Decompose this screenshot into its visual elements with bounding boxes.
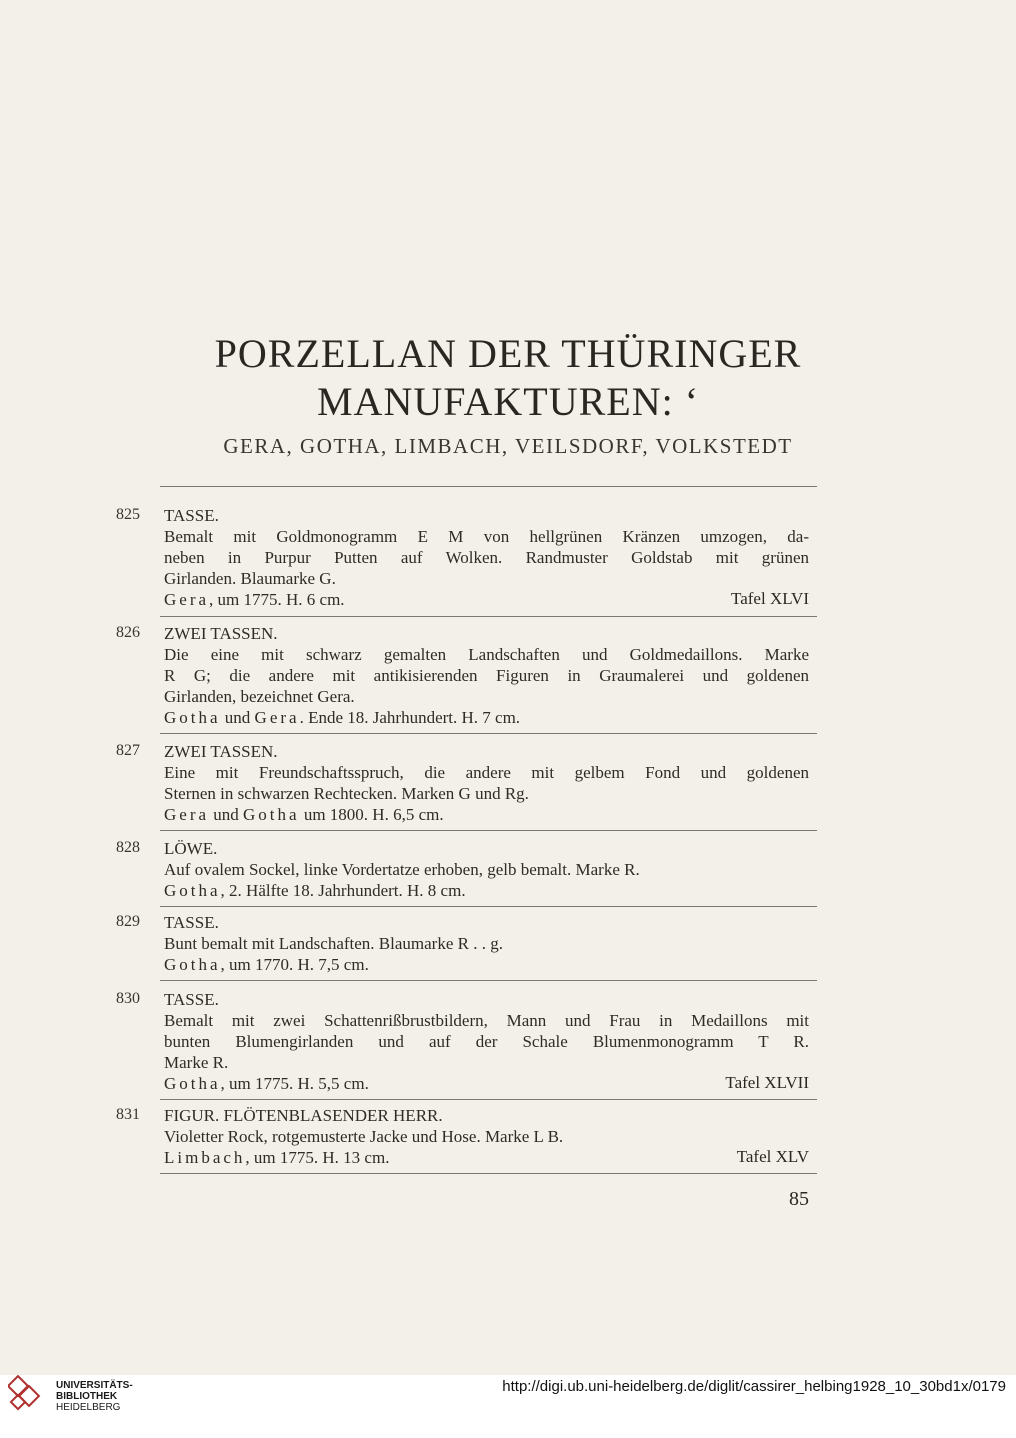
- entry-number: 825: [116, 506, 140, 523]
- entry-plate: Tafel XLVII: [725, 1073, 809, 1092]
- entry-details: , um 1770. H. 7,5 cm.: [220, 955, 369, 974]
- entry-desc-line: Eine mit Freundschaftsspruch, die andere mit gelbem Fond und goldenen: [164, 763, 809, 782]
- entry-number: 826: [116, 624, 140, 641]
- entry-plate: Tafel XLVI: [731, 589, 809, 608]
- entry-provenance: [164, 954, 809, 975]
- library-name-line2: BIBLIOTHEK: [56, 1391, 118, 1402]
- library-name-line3: HEIDELBERG: [56, 1402, 121, 1413]
- entry-provenance: [164, 804, 809, 825]
- page-title-line1: PORZELLAN DER THÜRINGER: [214, 331, 802, 376]
- entry-heading: TASSE.: [164, 913, 219, 932]
- entry-place2: Gotha: [243, 805, 300, 824]
- entry-desc-line: Violetter Rock, rotgemusterte Jacke und Hose. Marke L B.: [164, 1127, 564, 1146]
- entry-details: um 1800. H. 6,5 cm.: [299, 805, 444, 824]
- divider: [160, 486, 817, 487]
- entry-provenance: [164, 1147, 809, 1168]
- entry-details: , um 1775. H. 6 cm.: [209, 590, 345, 609]
- divider: [160, 1099, 817, 1100]
- entry-place: Gotha: [164, 881, 221, 900]
- entry-mid: und: [209, 805, 244, 824]
- entry-heading: LÖWE.: [164, 839, 218, 858]
- page-number: 85: [789, 1188, 809, 1210]
- page-subtitle: GERA, GOTHA, LIMBACH, VEILSDORF, VOLKSTEDT: [223, 434, 793, 458]
- entry-desc-line: R G; die andere mit antikisierenden Figuren in Graumalerei und goldenen: [164, 666, 809, 685]
- divider: [160, 980, 817, 981]
- divider: [160, 830, 817, 831]
- entry-heading: ZWEI TASSEN.: [164, 624, 278, 643]
- entry-desc-line: Marke R.: [164, 1053, 229, 1072]
- entry-provenance: [164, 880, 809, 901]
- entry-place2: Gera: [254, 708, 300, 727]
- source-url-link[interactable]: http://digi.ub.uni-heidelberg.de/diglit/cassirer_helbing1928_10_30bd1x/0179: [502, 1378, 1006, 1395]
- library-name-line1: UNIVERSITÄTS-: [56, 1380, 133, 1391]
- entry-number: 831: [116, 1106, 140, 1123]
- divider: [160, 906, 817, 907]
- entry-number: 830: [116, 990, 140, 1007]
- entry-place: Gotha: [164, 1074, 221, 1093]
- entry-details: , um 1775. H. 5,5 cm.: [220, 1074, 369, 1093]
- divider: [160, 1173, 817, 1174]
- entry-desc-line: bunten Blumengirlanden und auf der Schale Blumenmonogramm T R.: [164, 1032, 809, 1051]
- entry-plate: Tafel XLV: [736, 1147, 809, 1166]
- entry-provenance: [164, 589, 809, 610]
- entry-place: Gotha: [164, 955, 221, 974]
- library-logo-icon: [8, 1375, 48, 1415]
- page-title-line2: MANUFAKTUREN: ‘: [316, 379, 700, 424]
- entry-desc-line: Bemalt mit zwei Schattenrißbrustbildern, Mann und Frau in Medaillons mit: [164, 1011, 809, 1030]
- entry-heading: ZWEI TASSEN.: [164, 742, 278, 761]
- entry-heading: FIGUR. FLÖTENBLASENDER HERR.: [164, 1106, 443, 1125]
- entry-place: Gotha: [164, 708, 221, 727]
- entry-number: 827: [116, 742, 140, 759]
- entry-desc-line: Girlanden, bezeichnet Gera.: [164, 687, 355, 706]
- entry-desc-line: Bemalt mit Goldmonogramm E M von hellgrünen Kränzen umzogen, da-: [164, 527, 809, 546]
- entry-number: 829: [116, 913, 140, 930]
- entry-details: , 2. Hälfte 18. Jahrhundert. H. 8 cm.: [220, 881, 466, 900]
- entry-place: Gera: [164, 805, 210, 824]
- entry-desc-line: Sternen in schwarzen Rechtecken. Marken G und Rg.: [164, 784, 529, 803]
- divider: [160, 733, 817, 734]
- entry-desc-line: Bunt bemalt mit Landschaften. Blaumarke R . . g.: [164, 934, 503, 953]
- entry-details: . Ende 18. Jahrhundert. H. 7 cm.: [299, 708, 521, 727]
- entry-number: 828: [116, 839, 140, 856]
- entry-desc-line: neben in Purpur Putten auf Wolken. Randmuster Goldstab mit grünen: [164, 548, 809, 567]
- entry-provenance: [164, 1073, 809, 1094]
- entry-heading: TASSE.: [164, 506, 219, 525]
- divider: [160, 616, 817, 617]
- entry-desc-line: Die eine mit schwarz gemalten Landschaften und Goldmedaillons. Marke: [164, 645, 809, 664]
- entry-place: Limbach: [164, 1148, 246, 1167]
- entry-provenance: [164, 707, 809, 728]
- entry-place: Gera: [164, 590, 210, 609]
- entry-details: , um 1775. H. 13 cm.: [245, 1148, 390, 1167]
- entry-desc-line: Auf ovalem Sockel, linke Vordertatze erhoben, gelb bemalt. Marke R.: [164, 860, 640, 879]
- entry-heading: TASSE.: [164, 990, 219, 1009]
- entry-mid: und: [220, 708, 255, 727]
- entry-desc-line: Girlanden. Blaumarke G.: [164, 569, 336, 588]
